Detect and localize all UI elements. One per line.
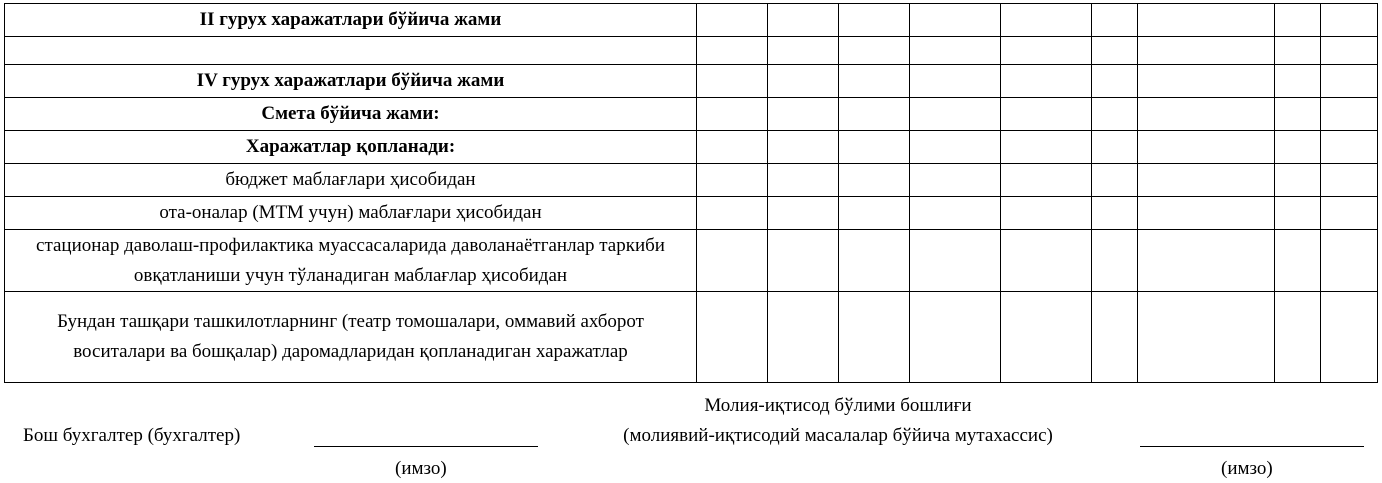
dept-head-signature-line — [1140, 446, 1364, 447]
value-cell — [910, 4, 1001, 37]
chief-accountant-signature-line — [314, 446, 538, 447]
value-cell — [768, 197, 839, 230]
value-cell — [768, 4, 839, 37]
signature-caption-left: (имзо) — [395, 458, 447, 479]
value-cell — [1275, 131, 1321, 164]
table-row — [5, 197, 1378, 230]
value-cell — [1001, 37, 1092, 65]
value-cell — [1321, 4, 1378, 37]
value-cell — [1138, 164, 1275, 197]
value-cell — [1275, 164, 1321, 197]
value-cell — [768, 65, 839, 98]
value-cell — [768, 230, 839, 292]
table-row — [5, 164, 1378, 197]
row-label: стационар даволаш-профилактика муассасаларида даволанаётганлар таркиби овқатланиши учун тўланадиган маблағлар ҳисобидан — [5, 230, 697, 292]
dept-head-title-line2: (молиявий-иқтисодий масалалар бўйича мутахассис) — [623, 425, 1053, 446]
value-cell — [1001, 4, 1092, 37]
value-cell — [1138, 4, 1275, 37]
value-cell — [1321, 292, 1378, 383]
value-cell — [839, 65, 910, 98]
value-cell — [910, 164, 1001, 197]
value-cell — [1275, 65, 1321, 98]
value-cell — [1138, 197, 1275, 230]
value-cell — [768, 164, 839, 197]
value-cell — [910, 65, 1001, 98]
value-cell — [1321, 65, 1378, 98]
value-cell — [1092, 98, 1138, 131]
row-label: IV гурух харажатлари бўйича жами — [5, 65, 697, 98]
value-cell — [1092, 197, 1138, 230]
row-label: бюджет маблағлари ҳисобидан — [5, 164, 697, 197]
value-cell — [1138, 65, 1275, 98]
value-cell — [910, 37, 1001, 65]
value-cell — [1092, 4, 1138, 37]
value-cell — [1001, 230, 1092, 292]
value-cell — [839, 230, 910, 292]
value-cell — [839, 292, 910, 383]
value-cell — [1275, 98, 1321, 131]
value-cell — [1092, 164, 1138, 197]
value-cell — [839, 98, 910, 131]
value-cell — [1321, 37, 1378, 65]
table-row — [5, 98, 1378, 131]
row-label: ота-оналар (МТМ учун) маблағлари ҳисобидан — [5, 197, 697, 230]
value-cell — [1092, 292, 1138, 383]
value-cell — [839, 37, 910, 65]
value-cell — [1321, 197, 1378, 230]
row-label: II гурух харажатлари бўйича жами — [5, 4, 697, 37]
value-cell — [697, 65, 768, 98]
value-cell — [697, 292, 768, 383]
value-cell — [1092, 230, 1138, 292]
value-cell — [1275, 37, 1321, 65]
value-cell — [910, 131, 1001, 164]
value-cell — [1138, 131, 1275, 164]
value-cell — [1001, 98, 1092, 131]
value-cell — [1001, 164, 1092, 197]
value-cell — [697, 4, 768, 37]
value-cell — [1092, 131, 1138, 164]
value-cell — [768, 131, 839, 164]
value-cell — [768, 98, 839, 131]
row-label: Смета бўйича жами: — [5, 98, 697, 131]
value-cell — [910, 197, 1001, 230]
value-cell — [1275, 292, 1321, 383]
table-row — [5, 4, 1378, 37]
value-cell — [697, 37, 768, 65]
value-cell — [839, 4, 910, 37]
signature-caption-right: (имзо) — [1221, 458, 1273, 479]
value-cell — [910, 230, 1001, 292]
table-row — [5, 37, 1378, 65]
value-cell — [1321, 131, 1378, 164]
value-cell — [697, 164, 768, 197]
value-cell — [1275, 4, 1321, 37]
table-row — [5, 292, 1378, 383]
value-cell — [910, 98, 1001, 131]
value-cell — [768, 37, 839, 65]
row-label: Бундан ташқари ташкилотларнинг (театр томошалари, оммавий ахборот воситалари ва бошқалар) даромадларидан қопланадиган харажатлар — [5, 292, 697, 383]
value-cell — [839, 164, 910, 197]
value-cell — [839, 131, 910, 164]
value-cell — [697, 230, 768, 292]
value-cell — [1321, 98, 1378, 131]
dept-head-title-line1: Молия-иқтисод бўлими бошлиғи — [704, 395, 972, 416]
expense-summary-table — [4, 3, 1378, 383]
row-label: Харажатлар қопланади: — [5, 131, 697, 164]
value-cell — [1321, 164, 1378, 197]
value-cell — [768, 292, 839, 383]
table-row — [5, 131, 1378, 164]
table-row — [5, 230, 1378, 292]
value-cell — [1275, 230, 1321, 292]
value-cell — [697, 131, 768, 164]
value-cell — [1138, 230, 1275, 292]
value-cell — [1138, 292, 1275, 383]
value-cell — [1001, 131, 1092, 164]
value-cell — [1138, 98, 1275, 131]
value-cell — [1001, 65, 1092, 98]
value-cell — [697, 98, 768, 131]
value-cell — [839, 197, 910, 230]
value-cell — [697, 197, 768, 230]
chief-accountant-label: Бош бухгалтер (бухгалтер) — [23, 425, 241, 446]
value-cell — [1001, 292, 1092, 383]
value-cell — [910, 292, 1001, 383]
value-cell — [1001, 197, 1092, 230]
row-label — [5, 37, 697, 65]
value-cell — [1138, 37, 1275, 65]
value-cell — [1321, 230, 1378, 292]
value-cell — [1092, 37, 1138, 65]
table-row — [5, 65, 1378, 98]
value-cell — [1092, 65, 1138, 98]
value-cell — [1275, 197, 1321, 230]
